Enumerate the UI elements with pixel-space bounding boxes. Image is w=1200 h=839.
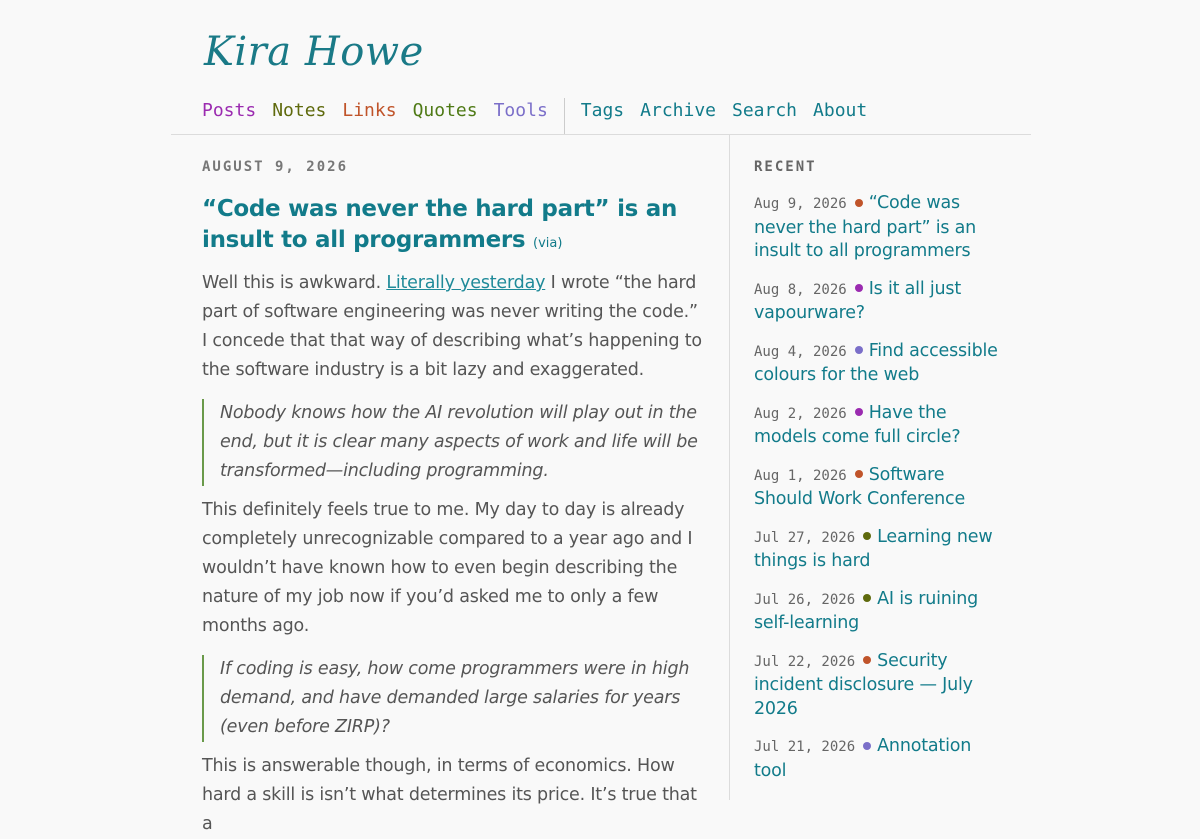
post-article [202,152,702,839]
nav-divider [564,98,565,134]
category-dot-icon [855,284,863,292]
recent-item [754,588,1004,636]
category-dot-icon [855,470,863,478]
nav-archive[interactable]: Archive [640,100,716,121]
category-dot-icon [855,199,863,207]
paragraph-1-rest: I wrote “the hard part of software engineering was never writing the code.” I concede that that way of describing what’s happening to the software industry is a bit lazy and exaggerated. [202,273,702,380]
post-date: AUGUST 9, 2026 [202,159,349,175]
via-wrapper: (via) [533,236,563,251]
nav-notes[interactable]: Notes [272,100,327,121]
recent-date: Aug 9, 2026 [754,196,847,212]
post-title [202,194,702,259]
recent-date: Jul 26, 2026 [754,591,856,608]
via-link[interactable]: via [538,236,558,251]
recent-item [754,526,1004,574]
recent-link[interactable]: Annotation tool [754,736,972,781]
recent-link[interactable]: Find accessible colours for the web [754,340,998,385]
nav-search[interactable]: Search [732,100,798,121]
header-divider [171,134,1031,135]
recent-item [754,650,1004,722]
recent-date: Jul 22, 2026 [754,653,856,670]
nav-quotes[interactable]: Quotes [412,100,478,121]
nav-about[interactable]: About [813,100,868,121]
recent-item [754,192,1004,264]
recent-link[interactable]: Security incident disclosure — July 2026 [754,650,973,719]
literally-yesterday-link[interactable]: Literally yesterday [386,273,546,293]
recent-link[interactable]: Learning new things is hard [754,526,993,571]
recent-date: Aug 8, 2026 [754,281,847,298]
category-dot-icon [855,346,863,354]
category-dot-icon [863,532,871,540]
recent-link[interactable]: Software Should Work Conference [754,464,966,509]
paragraph-1-intro: Well this is awkward. [202,273,387,293]
site-title[interactable]: Kira Howe [204,29,424,75]
recent-item [754,402,1004,450]
recent-item [754,278,1004,326]
recent-item [754,464,1004,512]
nav-tags[interactable]: Tags [580,100,625,121]
column-divider [729,135,730,800]
recent-heading: RECENT [754,159,817,175]
post-paragraph-3: This is answerable though, in terms of economics. How hard a skill is isn’t what determines its price. It’s true that a [202,756,697,834]
recent-link[interactable]: “Code was never the hard part” is an insult to all programmers [754,193,977,261]
post-paragraph-1 [202,269,702,385]
nav-posts[interactable]: Posts [202,100,257,121]
recent-link[interactable]: AI is ruining self-learning [754,588,979,633]
recent-date: Aug 4, 2026 [754,343,847,360]
category-dot-icon [855,408,863,416]
post-paragraph-2: This definitely feels true to me. My day to day is already completely unrecognizable compared to a year ago and I wouldn’t have known how to even begin describing the nature of my job now if you’d asked me to only a few months ago. [202,500,693,636]
category-dot-icon [863,742,871,750]
recent-date: Aug 2, 2026 [754,405,847,422]
recent-date: Aug 1, 2026 [754,467,847,484]
category-dot-icon [863,594,871,602]
recent-link[interactable]: Have the models come full circle? [754,402,961,447]
nav-tools[interactable]: Tools [493,100,548,121]
recent-item [754,340,1004,388]
blockquote-1: Nobody knows how the AI revolution will play out in the end, but it is clear many aspects of work and life will be transformed—including programming. [202,399,702,486]
recent-item [754,735,1004,783]
recent-date: Jul 27, 2026 [754,529,856,546]
page [171,0,1031,834]
nav-links[interactable]: Links [342,100,397,121]
recent-date: Jul 21, 2026 [754,739,856,755]
recent-list [754,192,1004,783]
main-nav [202,98,883,134]
post-title-text[interactable]: “Code was never the hard part” is an insult to all programmers [202,196,678,253]
blockquote-2: If coding is easy, how come programmers were in high demand, and have demanded large salaries for years (even before ZIRP)? [202,655,702,742]
recent-link[interactable]: Is it all just vapourware? [754,278,961,323]
category-dot-icon [863,656,871,664]
recent-sidebar [754,152,1004,797]
